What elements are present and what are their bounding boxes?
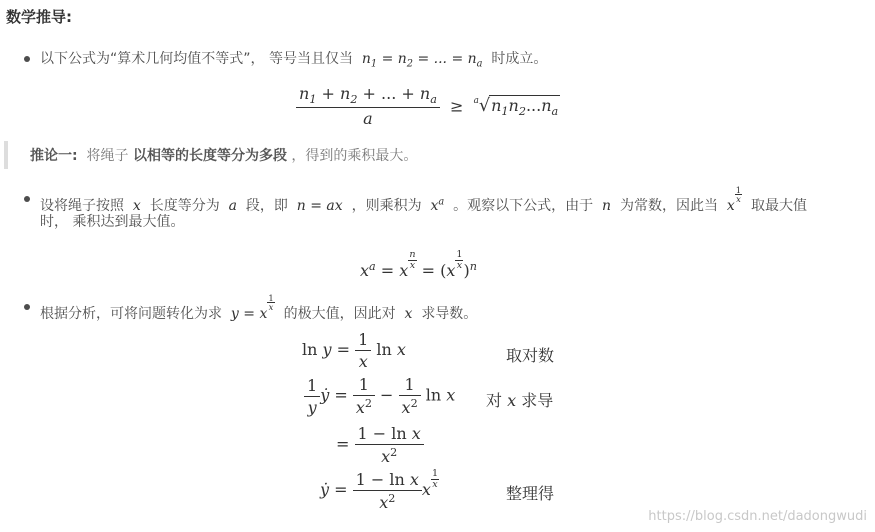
watermark-url: https://blog.csdn.net/dadongwudi — [648, 509, 867, 524]
bullet-3-text: 根据分析，可将问题转化为求 y = x $\frac{1}{x}$ 的极大值，因此对 x 求导数。 — [40, 293, 478, 322]
bullet-2-line-2: 时， 乘积达到最大值。 — [40, 214, 185, 230]
bullet-2-part-6: 为常数，因此当 — [619, 197, 718, 214]
bullet-3-part-3: 求导数。 — [421, 305, 478, 322]
corollary-text-2: ，得到的乘积最大。 — [291, 148, 418, 164]
derivation-step-4: ẏ = $\frac{\text{1 − ln x}}{x^2}$ x $\frac{1}{x}$ — [320, 468, 439, 512]
derivation-note-4: 整理得 — [506, 484, 555, 503]
bullet-2-part-2: 长度等分为 — [149, 197, 220, 214]
corollary-bold-text: 以相等的长度等分为多段 — [132, 148, 287, 164]
corollary-text — [30, 145, 417, 165]
bullet-dot — [24, 304, 30, 310]
bullet-3-part-2: 的极大值，因此对 — [283, 305, 396, 322]
derivation-note-2-post: 求导 — [521, 391, 554, 410]
power-rewrite-formula: $x^a = x$ $\frac{n}{x}$ = (x $\frac{1}{x}$ )$^n$ — [360, 249, 477, 281]
bullet-2-part-1: 设将绳子按照 — [40, 197, 124, 214]
corollary-blockquote — [4, 141, 868, 169]
corollary-text-1: 将绳子 — [86, 148, 129, 164]
derivation-step-3: = $\frac{\text{1 − ln x}}{x^2}$ — [336, 424, 424, 466]
bullet-2-part-7: 取最大值 — [751, 197, 808, 214]
bullet-2-part-3: 段，即 — [245, 197, 288, 214]
section-heading: 数学推导: — [6, 8, 72, 26]
equality-condition-formula: $n_1 = n_2$ = ... = $n_a$ — [357, 51, 483, 70]
derivation-step-1: ln y = $\frac{1}{x}$ ln x — [302, 330, 406, 371]
derivation-step-2: $\frac{1}{y}$ ẏ = $\frac{1}{x^2}$ − $\frac{1}{x^2}$ ln x — [304, 375, 455, 417]
bullet-2-part-4: ，则乘积为 — [351, 197, 422, 214]
amgm-fraction: $\frac{n_1 + n_2 + ... + n_a}{a}$ — [296, 84, 440, 128]
bullet-3-part-1: 根据分析，可将问题转化为求 — [40, 305, 222, 322]
bullet-1-text-after: 时成立。 — [491, 51, 548, 67]
derivation-note-2: 对 x 求导 — [486, 391, 554, 410]
bullet-dot — [24, 56, 30, 62]
bullet-2-text: 设将绳子按照 x 长度等分为 a 段，即 n = ax ，则乘积为 $x^a$ 。观察以下公式，由于 n 为常数，因此当 x $\frac{1}{x}$ 取最大值 — [40, 185, 808, 214]
bullet-2-part-5: 。观察以下公式，由于 — [453, 197, 594, 214]
amgm-inequality-formula: $\frac{n_1 + n_2 + ... + n_a}{a}$ ≥ $^a√n_1n_2...n_a$ — [296, 84, 560, 128]
bullet-1-text-before: 以下公式为“算术几何均值不等式”， 等号当且仅当 — [40, 51, 353, 67]
derivation-note-2-pre: 对 — [486, 391, 503, 410]
bullet-1-text — [40, 47, 547, 76]
derivation-note-1: 取对数 — [506, 346, 555, 365]
bullet-dot — [24, 196, 30, 202]
corollary-label: 推论一: — [30, 148, 78, 164]
